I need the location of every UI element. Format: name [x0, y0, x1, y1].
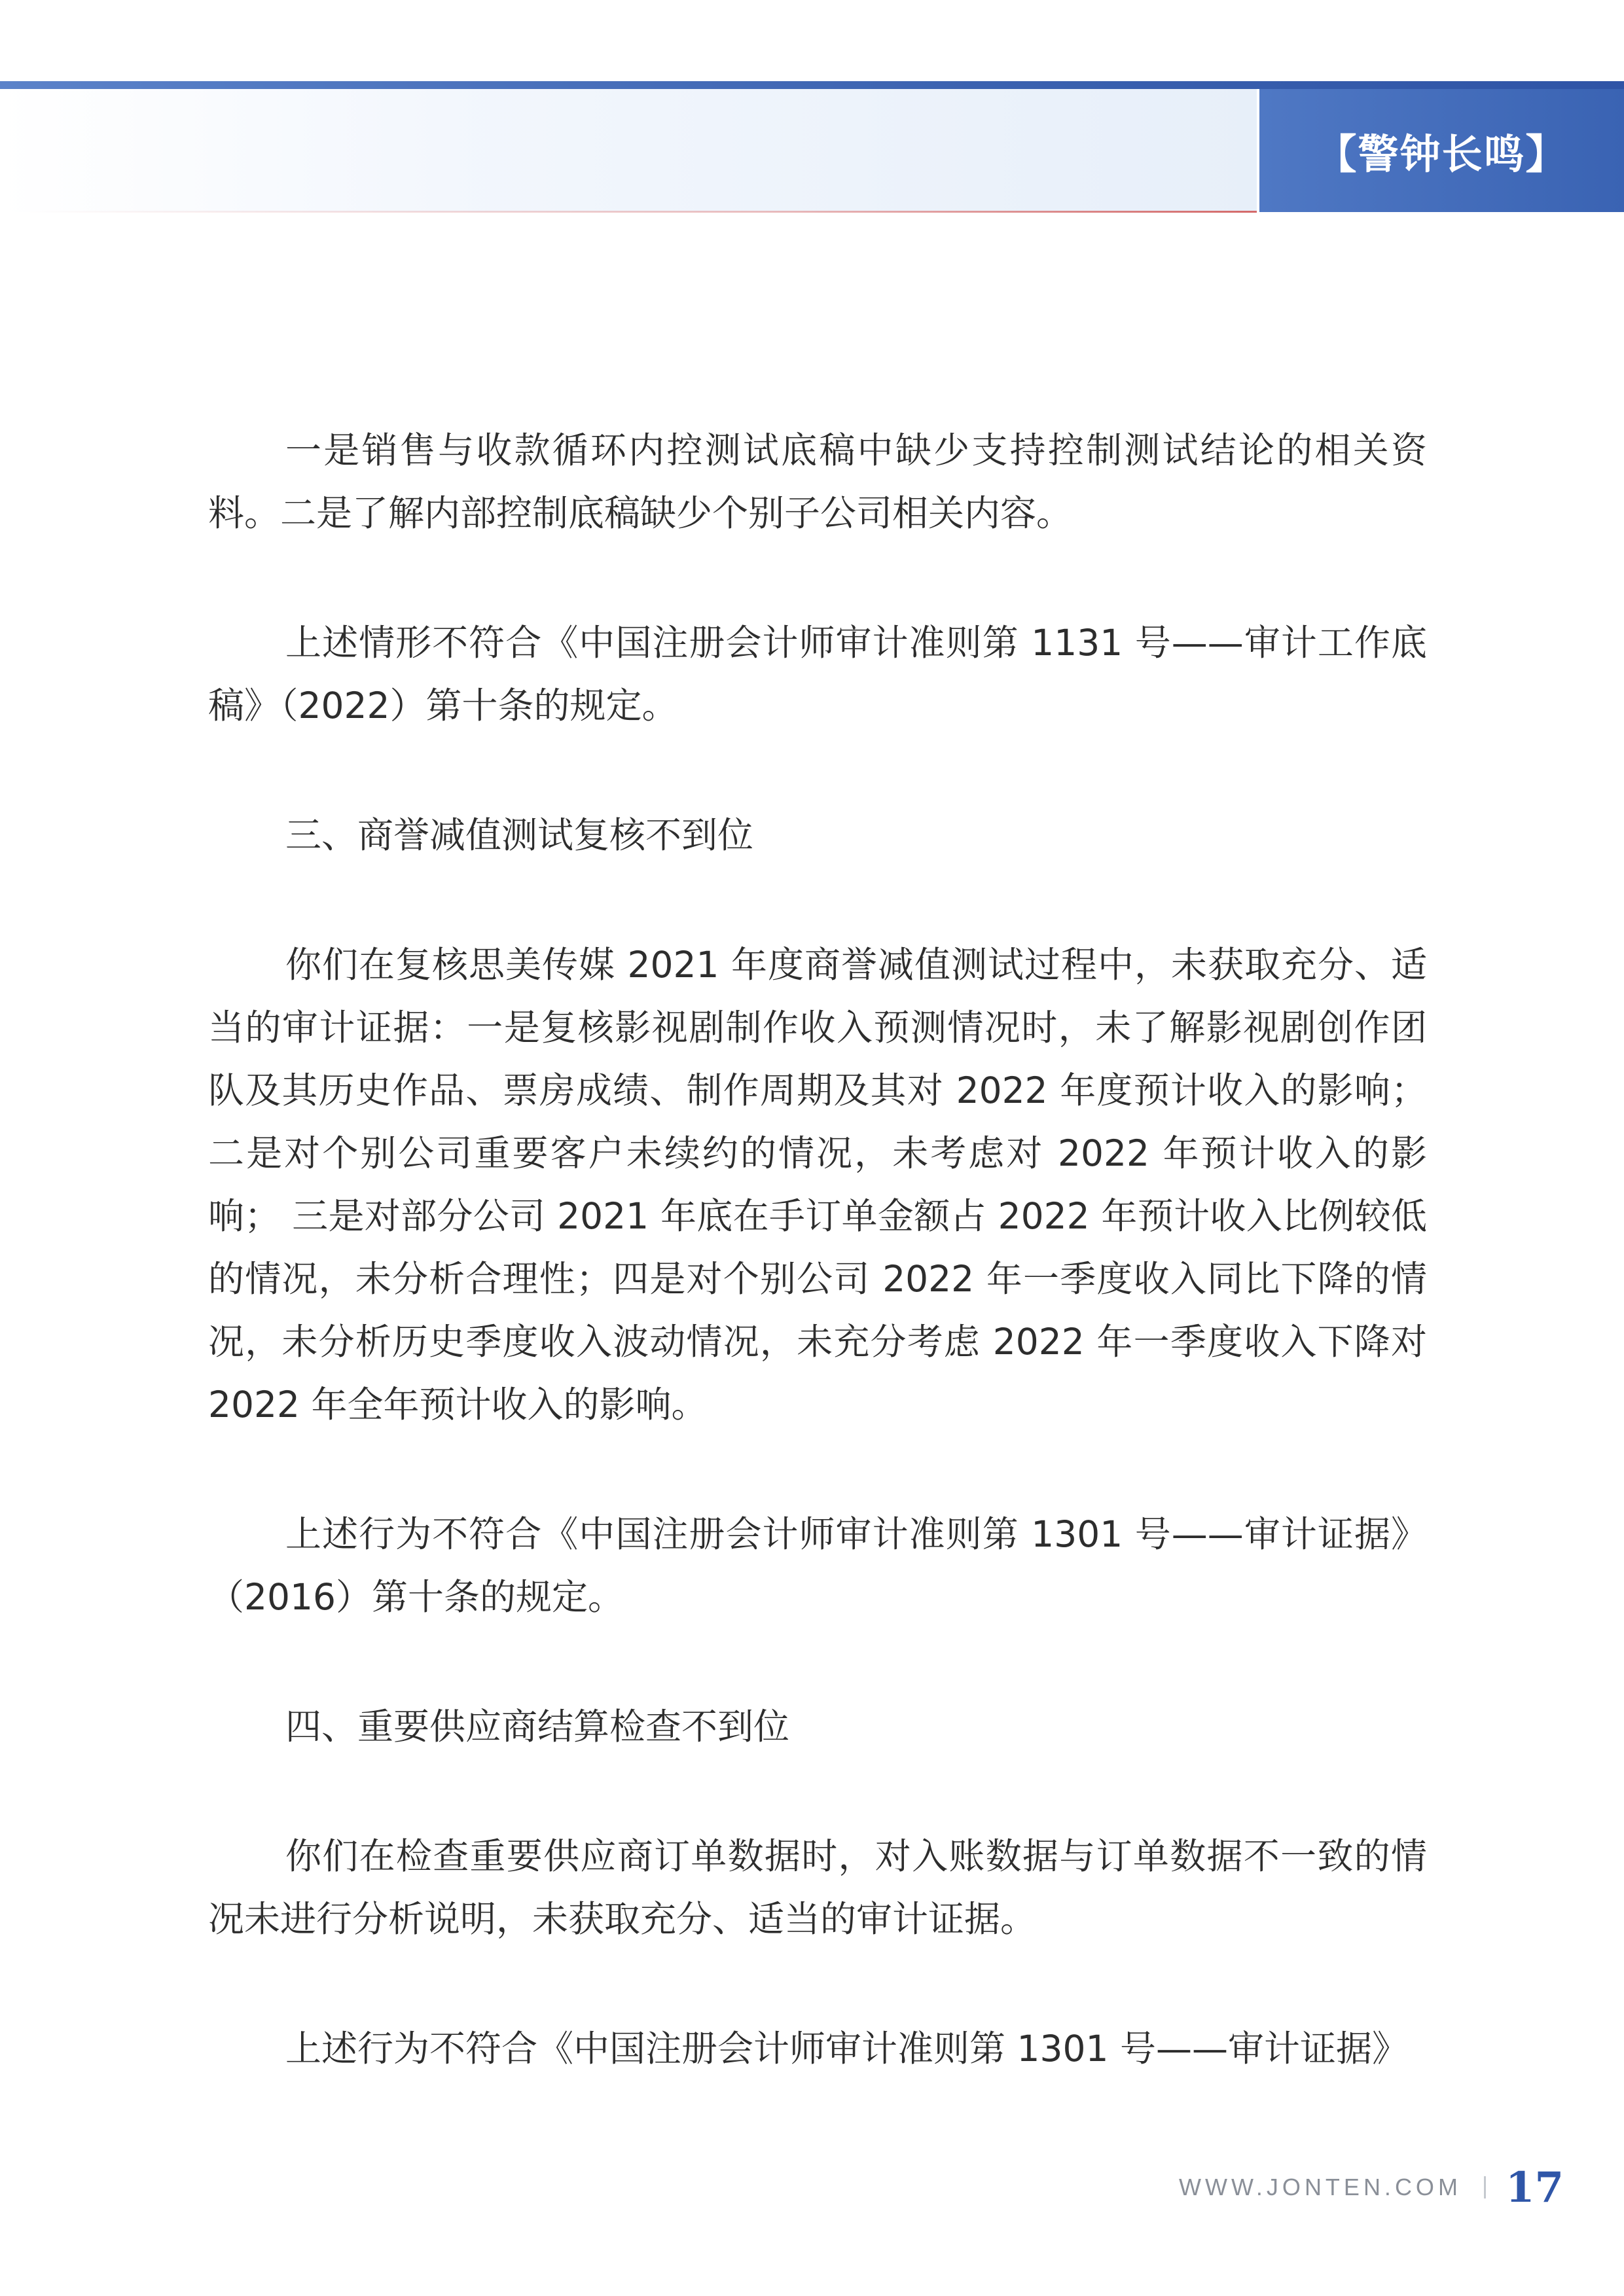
- header-band: [0, 89, 1257, 212]
- header-accent-line: [26, 211, 1257, 213]
- paragraph-rule-1301-a: 上述行为不符合《中国注册会计师审计准则第 1301 号——审计证据》（2016）第十条的规定。: [208, 1513, 1427, 1618]
- paragraph-goodwill-review: 你们在复核思美传媒 2021 年度商誉减值测试过程中，未获取充分、适当的审计证据：一是复核影视剧制作收入预测情况时，未了解影视剧创作团队及其历史作品、票房成绩、制作周期及其对 2022 年度预计收入的影响；二是对个别公司重要客户未续约的情况，未考虑对 2022 年预计收入的影响； 三是对部分公司 2021 年底在手订单金额占 2022 年预计收入比例较低的情况，未分析合理性；四是对个别公司 2022 年一季度收入同比下降的情况，未分析历史季度收入波动情况，未充分考虑 2022 年一季度收入下降对 2022 年全年预计收入的影响。: [208, 944, 1427, 1426]
- footer-website: WWW.JONTEN.COM: [1178, 2174, 1462, 2200]
- page-number: 17: [1505, 2162, 1564, 2212]
- page-footer: [1179, 2161, 1564, 2214]
- section-tag-label: 【警钟长鸣】: [1316, 130, 1568, 178]
- section-heading-supplier: 四、重要供应商结算检查不到位: [285, 1706, 790, 1748]
- paragraph-deficiencies: 一是销售与收款循环内控测试底稿中缺少支持控制测试结论的相关资料。二是了解内部控制底稿缺少个别子公司相关内容。: [208, 429, 1427, 534]
- paragraph-rule-1131: 上述情形不符合《中国注册会计师审计准则第 1131 号——审计工作底稿》（2022）第十条的规定。: [208, 622, 1427, 726]
- section-heading-goodwill: 三、商誉减值测试复核不到位: [285, 814, 754, 856]
- paragraph-rule-1301-b: 上述行为不符合《中国注册会计师审计准则第 1301 号——审计证据》: [285, 2028, 1408, 2070]
- section-tag: [1259, 89, 1624, 212]
- article-body: [208, 419, 1427, 2147]
- paragraph-supplier-check: 你们在检查重要供应商订单数据时，对入账数据与订单数据不一致的情况未进行分析说明，未获取充分、适当的审计证据。: [208, 1835, 1427, 1940]
- footer-divider: [1484, 2176, 1486, 2198]
- header-top-line: [0, 81, 1624, 89]
